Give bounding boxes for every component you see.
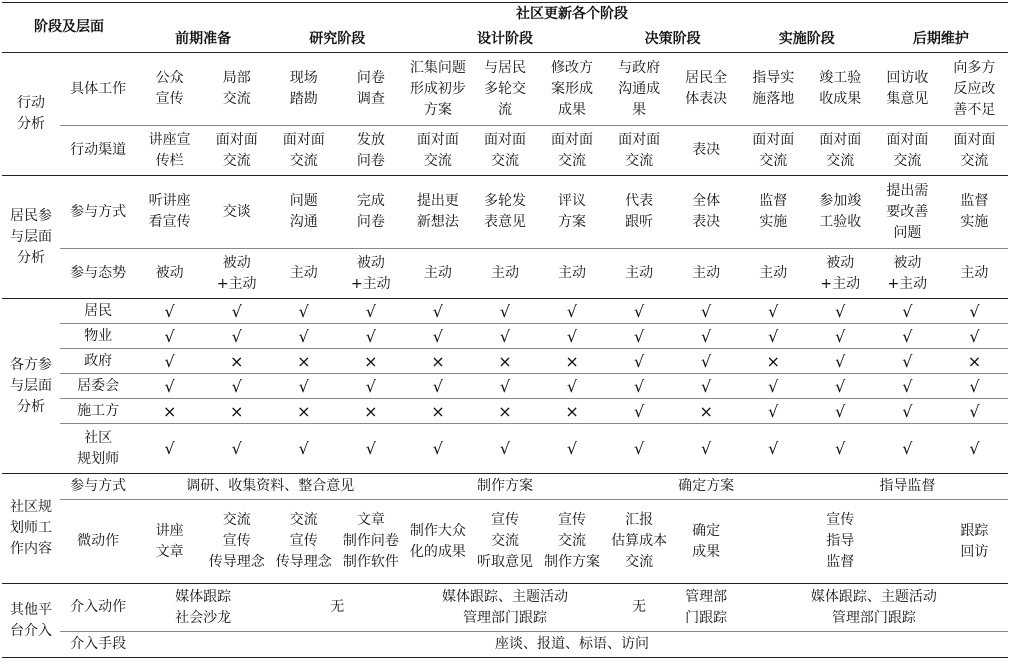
cell: 指导实 施落地 — [752, 70, 795, 107]
cell: 座谈、报道、标语、访问 — [136, 632, 1008, 658]
check-mark: √ — [902, 301, 913, 321]
cell: 确定 成果 — [673, 500, 740, 584]
check-mark: √ — [566, 301, 578, 321]
row-label: 介入动作 — [70, 599, 127, 615]
cell: 发放 问卷 — [337, 126, 404, 176]
check-mark: √ — [606, 374, 673, 399]
check-mark: √ — [633, 301, 645, 321]
cell: 向多方 反应改 善不足 — [953, 59, 996, 118]
row-label: 参与方式 — [70, 478, 127, 494]
section-label: 行动 分析 — [2, 53, 60, 176]
cross-mark: × — [471, 399, 538, 424]
check-mark: √ — [337, 424, 404, 474]
check-mark: √ — [404, 324, 471, 349]
table-title: 社区更新各个阶段 — [516, 6, 629, 23]
cell: 主动 — [471, 249, 538, 299]
check-mark: √ — [807, 424, 874, 474]
cell: 主动 — [673, 249, 740, 299]
cell: 居民全 体表决 — [685, 70, 728, 107]
cross-mark: × — [673, 399, 740, 424]
section-label: 社区规 划师工 作内容 — [2, 474, 60, 584]
cell: 面对面 交流 — [740, 126, 807, 176]
check-mark: √ — [874, 424, 941, 474]
row-label: 居民 — [84, 302, 113, 319]
check-mark: √ — [740, 399, 807, 424]
check-mark: √ — [874, 349, 941, 374]
cross-mark: × — [538, 399, 605, 424]
cross-mark: × — [270, 349, 337, 374]
cell: 宣传 指导 监督 — [740, 500, 941, 584]
cell: 管理部 门跟踪 — [685, 588, 728, 626]
cell: 监督 实施 — [759, 193, 788, 230]
cell: 面对面 交流 — [538, 126, 605, 176]
cell: 面对面 交流 — [203, 126, 270, 176]
section-label: 居民参 与层面 分析 — [2, 176, 60, 299]
check-mark: √ — [203, 324, 270, 349]
cell: 被动 +主动 — [337, 249, 404, 299]
cross-mark: × — [203, 349, 270, 374]
check-mark: √ — [807, 399, 874, 424]
cell: 修改方 案形成 成果 — [551, 59, 594, 118]
cross-mark: × — [538, 349, 605, 374]
check-mark: √ — [538, 374, 605, 399]
cell: 指导监督 — [879, 478, 936, 494]
check-mark: √ — [673, 424, 740, 474]
cell: 监督 实施 — [960, 193, 989, 230]
cell: 制作方案 — [476, 478, 533, 494]
check-mark: √ — [471, 424, 538, 474]
check-mark: √ — [874, 399, 941, 424]
check-mark: √ — [203, 424, 270, 474]
check-mark: √ — [538, 324, 605, 349]
cell: 面对面 交流 — [404, 126, 471, 176]
check-mark: √ — [874, 324, 941, 349]
check-mark: √ — [337, 374, 404, 399]
stage-analysis-table — [2, 2, 1008, 658]
row-label: 具体工作 — [70, 80, 127, 97]
row-label: 物业 — [60, 324, 136, 349]
cell: 无 — [632, 599, 647, 615]
cell: 问卷 调查 — [356, 70, 385, 107]
cell: 调研、收集资料、整合意见 — [186, 478, 355, 494]
cell: 听讲座 看宣传 — [148, 193, 191, 230]
row-label: 参与方式 — [70, 203, 127, 220]
cell: 主动 — [404, 249, 471, 299]
cell: 多轮发 表意见 — [483, 193, 526, 230]
check-mark: √ — [768, 301, 779, 321]
check-mark: √ — [136, 424, 203, 474]
cell: 主动 — [941, 249, 1008, 299]
corner-header: 阶段及层面 — [2, 3, 136, 53]
check-mark: √ — [740, 424, 807, 474]
check-mark: √ — [471, 324, 538, 349]
row-label: 政府 — [60, 349, 136, 374]
section-label: 各方参 与层面 分析 — [2, 299, 60, 474]
cell: 主动 — [270, 249, 337, 299]
check-mark: √ — [404, 374, 471, 399]
row-label: 施工方 — [60, 399, 136, 424]
check-mark: √ — [231, 301, 242, 321]
check-mark: √ — [136, 374, 203, 399]
stage-header: 决策阶段 — [644, 30, 701, 47]
check-mark: √ — [874, 374, 941, 399]
cell: 文章 制作问卷 制作软件 — [337, 500, 404, 584]
check-mark: √ — [969, 301, 980, 321]
cell: 与政府 沟通成 果 — [618, 59, 661, 118]
cell: 交谈 — [222, 203, 251, 220]
check-mark: √ — [538, 424, 605, 474]
check-mark: √ — [471, 374, 538, 399]
cell: 媒体跟踪 社会沙龙 — [175, 588, 232, 626]
cell: 局部 交流 — [222, 70, 251, 107]
cell: 竣工验 收成果 — [819, 70, 862, 107]
cross-mark: × — [740, 349, 807, 374]
row-label: 居委会 — [60, 374, 136, 399]
check-mark: √ — [673, 349, 740, 374]
check-mark: √ — [365, 301, 376, 321]
check-mark: √ — [740, 324, 807, 349]
cell: 表决 — [673, 126, 740, 176]
check-mark: √ — [673, 324, 740, 349]
cell: 制作大众 化的成果 — [404, 500, 471, 584]
cross-mark: × — [203, 399, 270, 424]
check-mark: √ — [606, 424, 673, 474]
check-mark: √ — [740, 374, 807, 399]
cell: 参加竣 工验收 — [819, 193, 862, 230]
check-mark: √ — [270, 424, 337, 474]
cell: 代表 跟听 — [625, 193, 654, 230]
check-mark: √ — [807, 349, 874, 374]
check-mark: √ — [606, 324, 673, 349]
cell: 跟踪 回访 — [941, 500, 1008, 584]
check-mark: √ — [136, 324, 203, 349]
cross-mark: × — [270, 399, 337, 424]
cell: 被动 +主动 — [874, 249, 941, 299]
stage-header: 研究阶段 — [309, 30, 366, 47]
row-label: 介入手段 — [60, 632, 136, 658]
cell: 主动 — [606, 249, 673, 299]
cell: 讲座 文章 — [136, 500, 203, 584]
stage-header: 实施阶段 — [778, 30, 835, 47]
check-mark: √ — [337, 324, 404, 349]
row-label: 行动渠道 — [60, 126, 136, 176]
cell: 面对面 交流 — [941, 126, 1008, 176]
cell: 被动 +主动 — [203, 249, 270, 299]
cell: 全体 表决 — [692, 193, 721, 230]
stage-header: 后期维护 — [912, 30, 969, 47]
cross-mark: × — [941, 349, 1008, 374]
check-mark: √ — [432, 301, 443, 321]
check-mark: √ — [941, 324, 1008, 349]
check-mark: √ — [941, 374, 1008, 399]
cell: 讲座宣 传栏 — [136, 126, 203, 176]
cell: 无 — [330, 599, 345, 615]
cell: 主动 — [538, 249, 605, 299]
cell: 评议 方案 — [558, 193, 587, 230]
cell: 面对面 交流 — [270, 126, 337, 176]
check-mark: √ — [807, 374, 874, 399]
cross-mark: × — [404, 349, 471, 374]
check-mark: √ — [807, 324, 874, 349]
cross-mark: × — [337, 349, 404, 374]
cell: 宣传 交流 听取意见 — [471, 500, 538, 584]
cell: 被动 — [136, 249, 203, 299]
check-mark: √ — [270, 374, 337, 399]
check-mark: √ — [673, 374, 740, 399]
check-mark: √ — [606, 349, 673, 374]
check-mark: √ — [404, 424, 471, 474]
cell: 提出需 要改善 问题 — [886, 182, 929, 241]
cell: 公众 宣传 — [155, 70, 184, 107]
stage-header: 设计阶段 — [476, 30, 533, 47]
check-mark: √ — [606, 399, 673, 424]
cell: 主动 — [740, 249, 807, 299]
check-mark: √ — [203, 374, 270, 399]
cross-mark: × — [136, 399, 203, 424]
check-mark: √ — [941, 399, 1008, 424]
cell: 确定方案 — [678, 478, 735, 494]
cell: 问题 沟通 — [289, 193, 318, 230]
cell: 提出更 新想法 — [416, 193, 459, 230]
stage-header: 前期准备 — [175, 30, 232, 47]
cell: 交流 宣传 传导理念 — [203, 500, 270, 584]
cell: 面对面 交流 — [807, 126, 874, 176]
cross-mark: × — [471, 349, 538, 374]
parties-section — [2, 299, 1008, 474]
row-label: 微动作 — [60, 500, 136, 584]
check-mark: √ — [298, 301, 309, 321]
cell: 面对面 交流 — [874, 126, 941, 176]
row-label: 社区 规划师 — [60, 424, 136, 474]
cell: 交流 宣传 传导理念 — [270, 500, 337, 584]
cell: 被动 +主动 — [807, 249, 874, 299]
check-mark: √ — [499, 301, 511, 321]
check-mark: √ — [701, 301, 712, 321]
cross-mark: × — [337, 399, 404, 424]
cell: 现场 踏勘 — [289, 70, 318, 107]
cell: 回访收 集意见 — [886, 70, 929, 107]
check-mark: √ — [270, 324, 337, 349]
section-label: 其他平 台介入 — [2, 584, 60, 658]
cross-mark: × — [404, 399, 471, 424]
cell: 汇集问题 形成初步 方案 — [409, 59, 466, 118]
cell: 与居民 多轮交 流 — [483, 59, 526, 118]
check-mark: √ — [164, 301, 175, 321]
row-label: 参与态势 — [60, 249, 136, 299]
cell: 完成 问卷 — [356, 193, 385, 230]
check-mark: √ — [136, 349, 203, 374]
cell: 面对面 交流 — [471, 126, 538, 176]
cell: 媒体跟踪、主题活动 管理部门跟踪 — [441, 588, 568, 626]
cell: 汇报 估算成本 交流 — [606, 500, 673, 584]
check-mark: √ — [941, 424, 1008, 474]
check-mark: √ — [835, 301, 846, 321]
cell: 面对面 交流 — [606, 126, 673, 176]
cell: 媒体跟踪、主题活动 管理部门跟踪 — [810, 588, 937, 626]
cell: 宣传 交流 制作方案 — [538, 500, 605, 584]
